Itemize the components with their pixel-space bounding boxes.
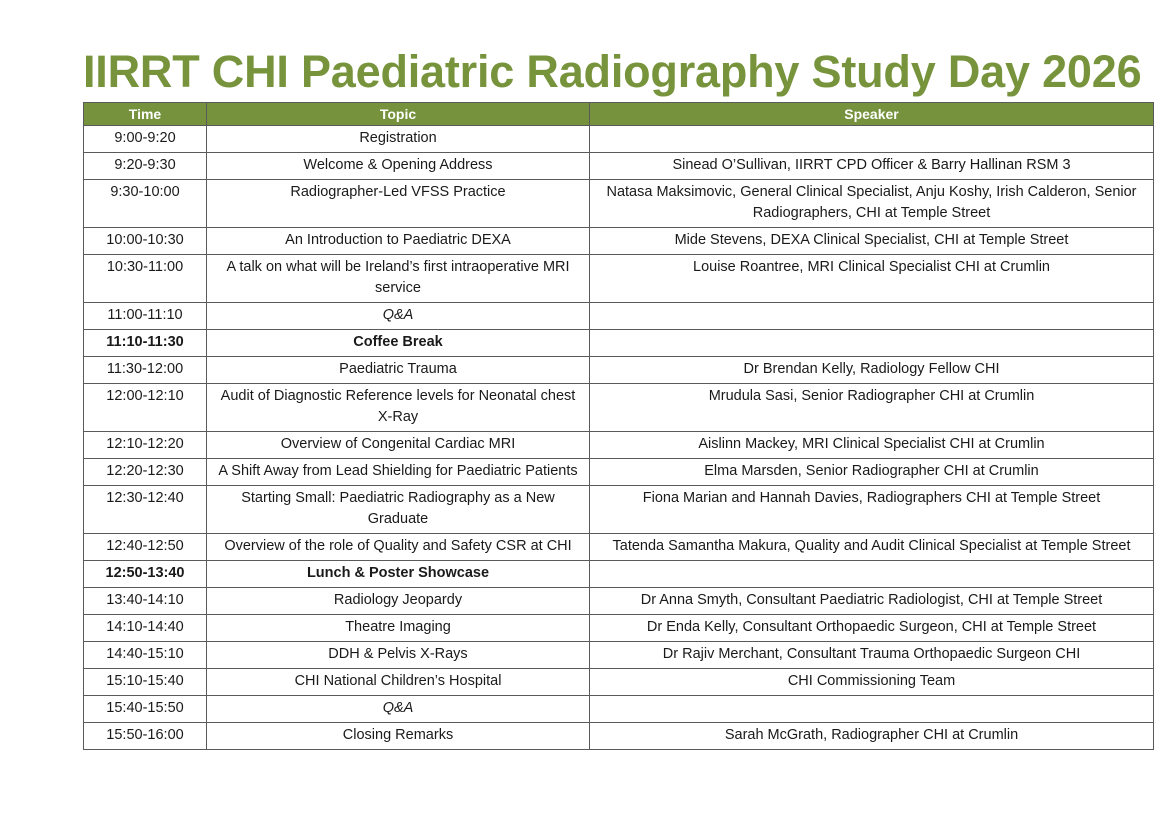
time-cell: 12:30-12:40: [84, 486, 207, 534]
header-row: [84, 103, 1154, 126]
topic-cell: Theatre Imaging: [207, 615, 590, 642]
topic-cell: An Introduction to Paediatric DEXA: [207, 228, 590, 255]
speaker-cell: Fiona Marian and Hannah Davies, Radiographers CHI at Temple Street: [590, 486, 1154, 534]
speaker-cell: Dr Brendan Kelly, Radiology Fellow CHI: [590, 357, 1154, 384]
table-row: [84, 588, 1154, 615]
time-cell: 12:20-12:30: [84, 459, 207, 486]
time-cell: 11:00-11:10: [84, 303, 207, 330]
topic-cell: Closing Remarks: [207, 723, 590, 750]
time-cell: 10:30-11:00: [84, 255, 207, 303]
time-cell: 11:10-11:30: [84, 330, 207, 357]
table-row: [84, 669, 1154, 696]
table-row: [84, 357, 1154, 384]
topic-cell: Lunch & Poster Showcase: [207, 561, 590, 588]
time-cell: 13:40-14:10: [84, 588, 207, 615]
time-cell: 12:00-12:10: [84, 384, 207, 432]
time-cell: 9:20-9:30: [84, 153, 207, 180]
table-row: [84, 615, 1154, 642]
topic-cell: A Shift Away from Lead Shielding for Paediatric Patients: [207, 459, 590, 486]
speaker-cell: Elma Marsden, Senior Radiographer CHI at Crumlin: [590, 459, 1154, 486]
topic-cell: CHI National Children’s Hospital: [207, 669, 590, 696]
time-cell: 15:40-15:50: [84, 696, 207, 723]
speaker-cell: Mide Stevens, DEXA Clinical Specialist, CHI at Temple Street: [590, 228, 1154, 255]
table-row: [84, 384, 1154, 432]
speaker-cell: Dr Rajiv Merchant, Consultant Trauma Orthopaedic Surgeon CHI: [590, 642, 1154, 669]
speaker-cell: Sarah McGrath, Radiographer CHI at Crumlin: [590, 723, 1154, 750]
speaker-cell: Louise Roantree, MRI Clinical Specialist CHI at Crumlin: [590, 255, 1154, 303]
table-row: [84, 180, 1154, 228]
table-row: [84, 696, 1154, 723]
time-cell: 15:50-16:00: [84, 723, 207, 750]
time-cell: 10:00-10:30: [84, 228, 207, 255]
topic-cell: Overview of the role of Quality and Safety CSR at CHI: [207, 534, 590, 561]
time-cell: 9:30-10:00: [84, 180, 207, 228]
time-cell: 11:30-12:00: [84, 357, 207, 384]
speaker-cell: CHI Commissioning Team: [590, 669, 1154, 696]
speaker-cell: Mrudula Sasi, Senior Radiographer CHI at Crumlin: [590, 384, 1154, 432]
topic-cell: Starting Small: Paediatric Radiography as a New Graduate: [207, 486, 590, 534]
header-time: Time: [84, 103, 207, 126]
table-row: [84, 330, 1154, 357]
speaker-cell: [590, 696, 1154, 723]
time-cell: 12:10-12:20: [84, 432, 207, 459]
time-cell: 9:00-9:20: [84, 126, 207, 153]
speaker-cell: [590, 561, 1154, 588]
table-row: [84, 459, 1154, 486]
topic-cell: DDH & Pelvis X-Rays: [207, 642, 590, 669]
speaker-cell: Dr Anna Smyth, Consultant Paediatric Radiologist, CHI at Temple Street: [590, 588, 1154, 615]
table-row: [84, 303, 1154, 330]
time-cell: 14:40-15:10: [84, 642, 207, 669]
page-title: IIRRT CHI Paediatric Radiography Study Day 2026: [83, 46, 1142, 97]
speaker-cell: [590, 330, 1154, 357]
table-row: [84, 723, 1154, 750]
speaker-cell: [590, 303, 1154, 330]
table-row: [84, 228, 1154, 255]
schedule-body: [84, 126, 1154, 750]
time-cell: 12:50-13:40: [84, 561, 207, 588]
table-row: [84, 486, 1154, 534]
header-topic: Topic: [207, 103, 590, 126]
speaker-cell: [590, 126, 1154, 153]
table-row: [84, 642, 1154, 669]
speaker-cell: Tatenda Samantha Makura, Quality and Audit Clinical Specialist at Temple Street: [590, 534, 1154, 561]
table-row: [84, 534, 1154, 561]
topic-cell: Overview of Congenital Cardiac MRI: [207, 432, 590, 459]
speaker-cell: Sinead O’Sullivan, IIRRT CPD Officer & Barry Hallinan RSM 3: [590, 153, 1154, 180]
topic-cell: A talk on what will be Ireland’s first intraoperative MRI service: [207, 255, 590, 303]
topic-cell: Q&A: [207, 303, 590, 330]
topic-cell: Radiographer-Led VFSS Practice: [207, 180, 590, 228]
schedule-table: [83, 102, 1154, 750]
topic-cell: Radiology Jeopardy: [207, 588, 590, 615]
topic-cell: Welcome & Opening Address: [207, 153, 590, 180]
topic-cell: Q&A: [207, 696, 590, 723]
table-row: [84, 126, 1154, 153]
time-cell: 12:40-12:50: [84, 534, 207, 561]
topic-cell: Registration: [207, 126, 590, 153]
speaker-cell: Dr Enda Kelly, Consultant Orthopaedic Surgeon, CHI at Temple Street: [590, 615, 1154, 642]
topic-cell: Paediatric Trauma: [207, 357, 590, 384]
header-speaker: Speaker: [590, 103, 1154, 126]
table-row: [84, 255, 1154, 303]
speaker-cell: Aislinn Mackey, MRI Clinical Specialist CHI at Crumlin: [590, 432, 1154, 459]
table-row: [84, 432, 1154, 459]
table-row: [84, 153, 1154, 180]
topic-cell: Audit of Diagnostic Reference levels for Neonatal chest X-Ray: [207, 384, 590, 432]
time-cell: 15:10-15:40: [84, 669, 207, 696]
table-row: [84, 561, 1154, 588]
speaker-cell: Natasa Maksimovic, General Clinical Specialist, Anju Koshy, Irish Calderon, Senior Radiographers, CHI at Temple Street: [590, 180, 1154, 228]
topic-cell: Coffee Break: [207, 330, 590, 357]
time-cell: 14:10-14:40: [84, 615, 207, 642]
